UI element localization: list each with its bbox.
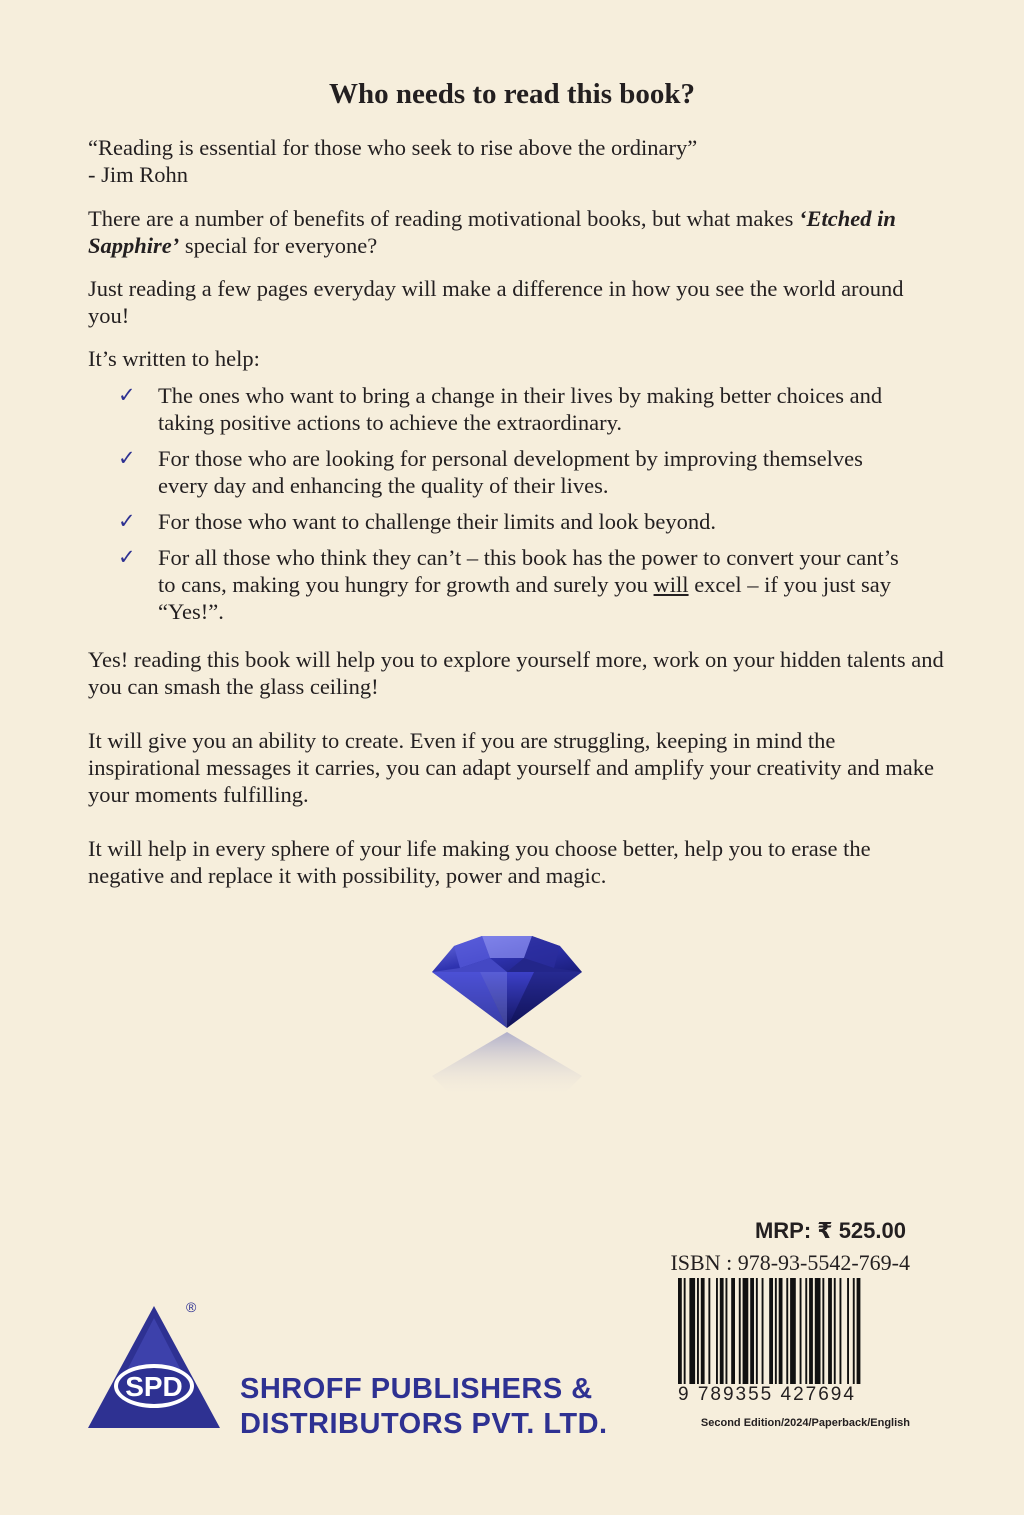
check-icon: ✓ — [118, 545, 136, 569]
intro-paragraph — [88, 205, 948, 259]
quote — [88, 134, 948, 188]
intro-before: There are a number of benefits of reading motivational books, but what makes — [88, 206, 800, 231]
check-icon: ✓ — [118, 446, 136, 470]
written-to-help: It’s written to help: — [88, 346, 260, 371]
barcode-digits: 9 789355 427694 — [678, 1384, 856, 1405]
isbn: ISBN : 978-93-5542-769-4 — [670, 1250, 910, 1275]
edition-info: Second Edition/2024/Paperback/English — [700, 1417, 910, 1429]
checklist-item: ✓ For all those who think they can’t – this book has the power to convert your cant’s to cans, making you hungry for growth and surely you will excel – if you just say “Yes!”. — [118, 545, 899, 624]
publisher-line1: SHROFF PUBLISHERS & — [240, 1373, 593, 1405]
quote-author: - Jim Rohn — [88, 162, 189, 187]
barcode-icon — [676, 1278, 912, 1384]
sphere-paragraph: It will help in every sphere of your life making you choose better, help you to erase the negative and replace it with possibility, power and magic. — [88, 836, 871, 888]
checklist-item: ✓ The ones who want to bring a change in their lives by making better choices and taking positive actions to achieve the extraordinary. — [118, 383, 883, 435]
logo-text: SPD — [125, 1371, 183, 1402]
benefit-checklist — [118, 382, 918, 634]
intro-after: special for everyone? — [179, 233, 378, 258]
check-icon: ✓ — [118, 509, 136, 533]
checklist-item: ✓ For those who want to challenge their limits and look beyond. — [118, 509, 717, 534]
publisher-line2: DISTRIBUTORS PVT. LTD. — [240, 1408, 608, 1440]
quote-text: “Reading is essential for those who seek to rise above the ordinary” — [88, 135, 698, 160]
create-paragraph: It will give you an ability to create. Even if you are struggling, keeping in mind the inspirational messages it carries, you can adapt yourself and amplify your creativity and make your moments fulfilling. — [88, 728, 934, 807]
check-icon: ✓ — [118, 383, 136, 407]
page-title: Who needs to read this book? — [328, 78, 696, 110]
sapphire-gem-icon — [430, 928, 584, 1118]
checklist-item: ✓ For those who are looking for personal development by improving themselves every day and enhancing the quality of their lives. — [118, 446, 863, 498]
underlined-will: will — [653, 572, 689, 597]
spd-logo-icon — [84, 1300, 224, 1436]
publisher-name — [240, 1372, 608, 1442]
book-title: ‘Etched in Sapphire’ — [88, 206, 896, 258]
pages-paragraph: Just reading a few pages everyday will make a difference in how you see the world around you! — [88, 276, 904, 328]
yes-paragraph: Yes! reading this book will help you to explore yourself more, work on your hidden talents and you can smash the glass ceiling! — [88, 647, 944, 699]
registered-mark: ® — [186, 1300, 197, 1315]
price: MRP: ₹ 525.00 — [754, 1218, 906, 1243]
